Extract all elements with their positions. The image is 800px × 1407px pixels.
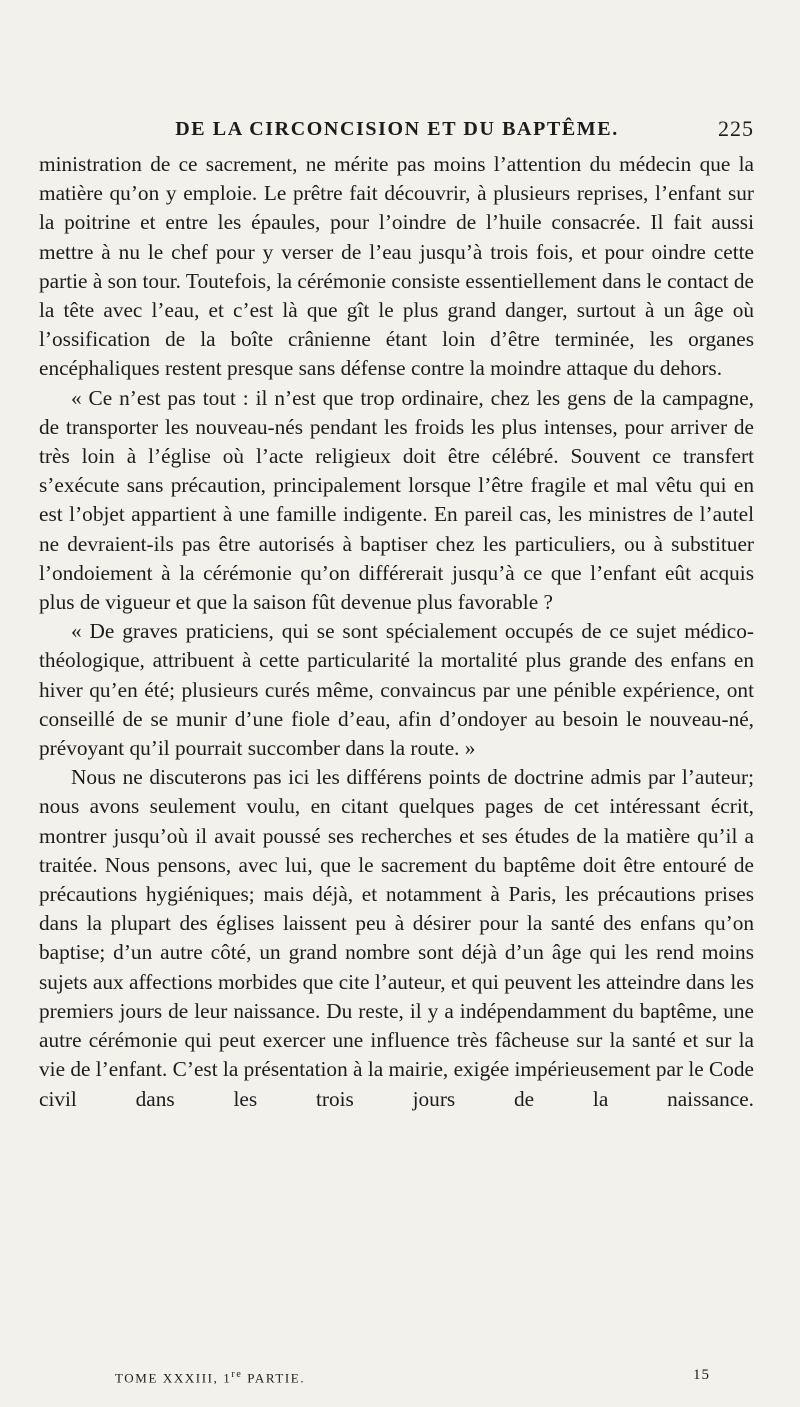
paragraph: « Ce n’est pas tout : il n’est que trop ordinaire, chez les gens de la campagne, de transporter les nouveau-nés pendant les froids les plus intenses, pour arriver de très loin à l’église où l’acte religieux doit être célébré. Souvent ce transfert s’exécute sans précaution, principalement lorsque l’être fragile et mal vêtu qui en est l’objet appartient à une famille indigente. En pareil cas, les ministres de l’autel ne devraient-ils pas être autorisés à baptiser chez les particuliers, ou à substituer l’ondoiement à la cérémonie qu’on différerait jusqu’à ce que l’enfant eût acquis plus de vigueur et que la saison fût devenue plus favorable ?: [39, 385, 754, 615]
volume-signature-prefix: TOME XXXIII, 1: [115, 1370, 232, 1386]
paragraph: ministration de ce sacrement, ne mérite pas moins l’attention du médecin que la matière qu’on y emploie. Le prêtre fait découvrir, à plusieurs reprises, l’enfant sur la poitrine et entre les épaules, pour l’oindre de l’huile consacrée. Il fait aussi mettre à nu le chef pour y verser de l’eau jusqu’à trois fois, et pour oindre cette partie à son tour. Toutefois, la cérémonie consiste essentiellement dans le contact de la tête avec l’eau, et c’est là que gît le plus grand danger, surtout à un âge où l’ossification de la boîte crânienne étant loin d’être terminée, les organes encéphaliques restent presque sans défense contre la moindre attaque du dehors.: [39, 152, 754, 381]
volume-signature-suffix: PARTIE.: [242, 1370, 306, 1386]
paragraph: « De graves praticiens, qui se sont spécialement occupés de ce sujet médico-théologique, attribuent à cette particularité la mortalité plus grande des enfans en hiver qu’en été; plusieurs curés même, convaincus par une pénible expérience, ont conseillé de se munir d’une fiole d’eau, afin d’ondoyer au besoin le nouveau-né, prévoyant qu’il pourrait succomber dans la route. »: [39, 619, 754, 761]
sheet-number: 15: [693, 1367, 710, 1383]
page-number: 225: [718, 116, 754, 141]
paragraph: Nous ne discuterons pas ici les différens points de doctrine admis par l’auteur; nous avons seulement voulu, en citant quelques pages de cet intéressant écrit, montrer jusqu’où il avait poussé ses recherches et ses études de la matière qu’il a traitée. Nous pensons, avec lui, que le sacrement du baptême doit être entouré de précautions hygiéniques; mais déjà, et notamment à Paris, les précautions prises dans la plupart des églises laissent peu à désirer pour la santé des enfans qu’on baptise; d’un autre côté, un grand nombre sont déjà d’un âge qui les rend moins sujets aux affections morbides que cite l’auteur, et qui peuvent les atteindre dans les premiers jours de leur naissance. Du reste, il y a indépendamment du baptême, une autre cérémonie qui peut exercer une influence très fâcheuse sur la santé et sur la vie de l’enfant. C’est la présentation à la mairie, exigée impérieusement par le Code civil dans les trois jours de la naissance.: [39, 765, 754, 1111]
running-title: DE LA CIRCONCISION ET DU BAPTÊME.: [175, 118, 619, 140]
running-head: [40, 110, 754, 150]
volume-signature: [115, 1369, 305, 1386]
footer: [115, 1365, 710, 1389]
body-text: [39, 150, 754, 1114]
volume-signature-superscript: re: [231, 1369, 243, 1380]
